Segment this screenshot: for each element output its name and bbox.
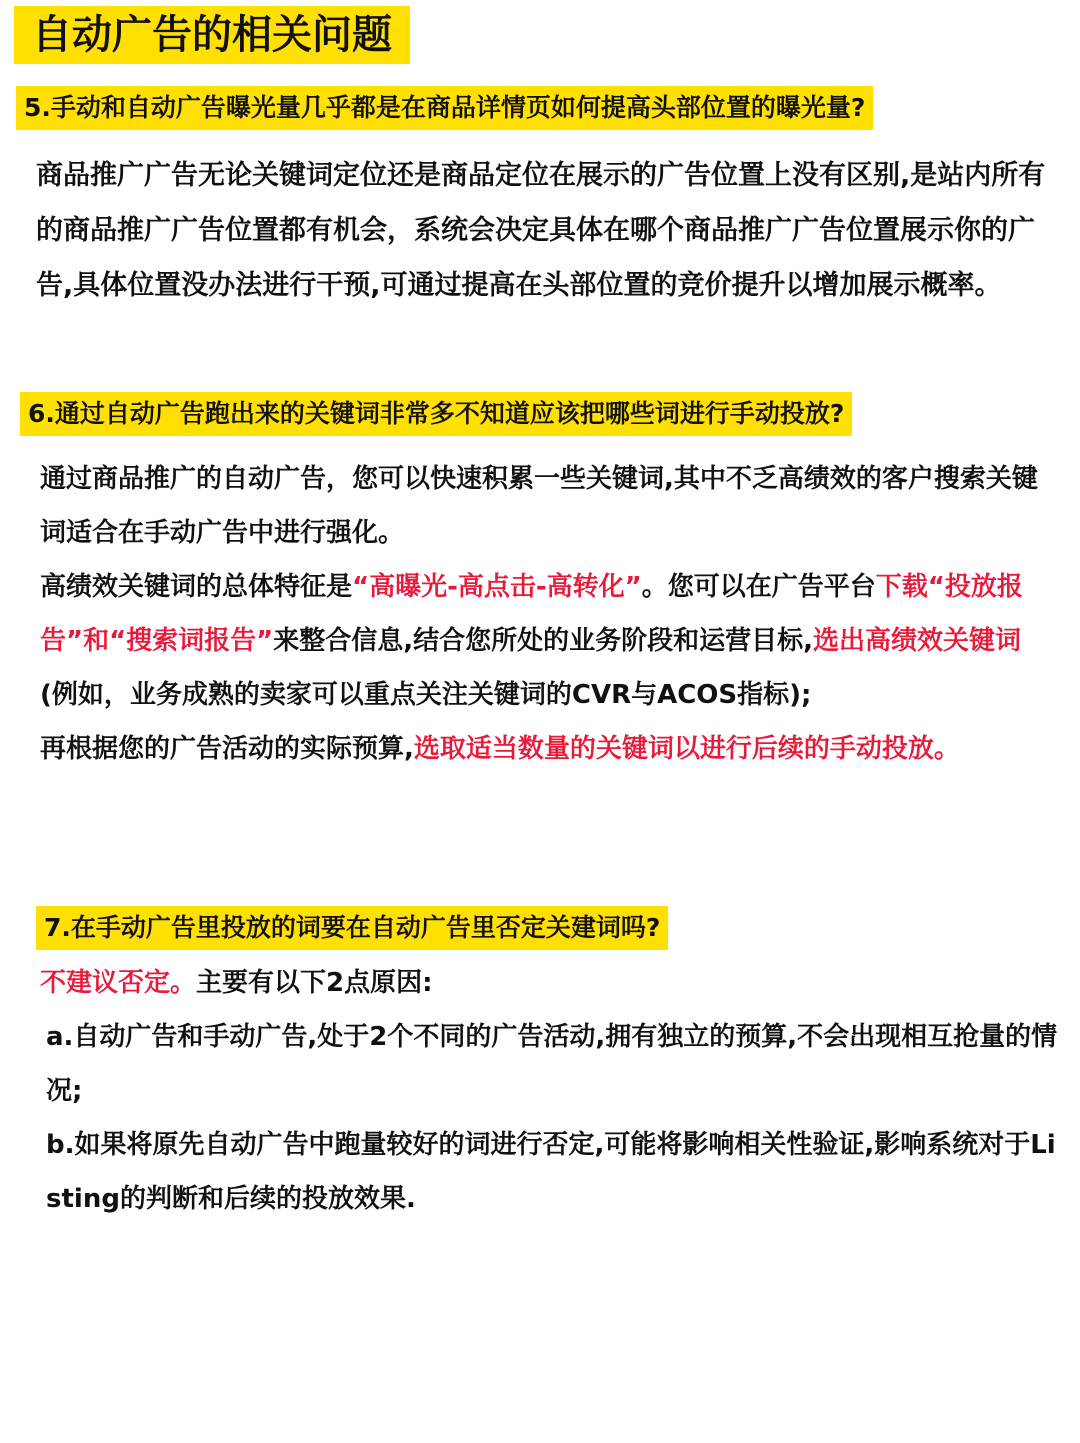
answer-7-point-a: a.自动广告和手动广告,处于2个不同的广告活动,拥有独立的预算,不会出现相互抢量的情况; bbox=[46, 1022, 1058, 1106]
answer-6-paragraph-1: 通过商品推广的自动广告，您可以快速积累一些关键词,其中不乏高绩效的客户搜索关键词适合在手动广告中进行强化。 bbox=[40, 464, 1038, 548]
answer-6-p3-text-a: 再根据您的广告活动的实际预算, bbox=[40, 734, 414, 764]
question-6-heading: 6.通过自动广告跑出来的关键词非常多不知道应该把哪些词进行手动投放? bbox=[20, 392, 852, 436]
answer-6-p2-text-a: 高绩效关键词的总体特征是 bbox=[40, 572, 353, 602]
answer-6-p3-highlight: 选取适当数量的关键词以进行后续的手动投放。 bbox=[413, 734, 960, 764]
answer-6-p2-highlight-select: 选出高绩效关键词 bbox=[813, 626, 1022, 656]
answer-7-point-b: b.如果将原先自动广告中跑量较好的词进行否定,可能将影响相关性验证,影响系统对于Listing的判断和后续的投放效果. bbox=[46, 1130, 1056, 1214]
question-7-heading: 7.在手动广告里投放的词要在自动广告里否定关建词吗? bbox=[36, 906, 668, 950]
answer-7-lead-red: 不建议否定。 bbox=[40, 968, 197, 998]
page-title: 自动广告的相关问题 bbox=[14, 6, 410, 64]
answer-6-p2-text-e: 来整合信息,结合您所处的业务阶段和运营目标, bbox=[273, 626, 814, 656]
question-5-heading: 5.手动和自动广告曝光量几乎都是在商品详情页如何提高头部位置的曝光量? bbox=[16, 86, 873, 130]
answer-7-lead bbox=[40, 956, 1060, 1010]
answer-6-p2-text-c: 。您可以在广告平台 bbox=[641, 572, 876, 602]
answer-6-p2-text-g: (例如，业务成熟的卖家可以重点关注关键词的CVR与ACOS指标); bbox=[40, 680, 812, 710]
answer-6-paragraph-2 bbox=[40, 560, 1050, 722]
answer-7-lead-text: 主要有以下2点原因: bbox=[196, 968, 433, 998]
answer-6-block bbox=[40, 452, 1050, 776]
answer-5-text: 商品推广广告无论关键词定位还是商品定位在展示的广告位置上没有区别,是站内所有的商品推广广告位置都有机会，系统会决定具体在哪个商品推广广告位置展示你的广告,具体位置没办法进行干预,可通过提高在头部位置的竞价提升以增加展示概率。 bbox=[36, 160, 1046, 301]
answer-6-p2-highlight-download: 下载“投放报告”和“搜索词报告” bbox=[40, 572, 1023, 656]
answer-6-p2-highlight-features: “高曝光-高点击-高转化” bbox=[352, 572, 642, 602]
answer-7-block bbox=[40, 956, 1060, 1226]
answer-6-paragraph-3 bbox=[40, 722, 1050, 776]
